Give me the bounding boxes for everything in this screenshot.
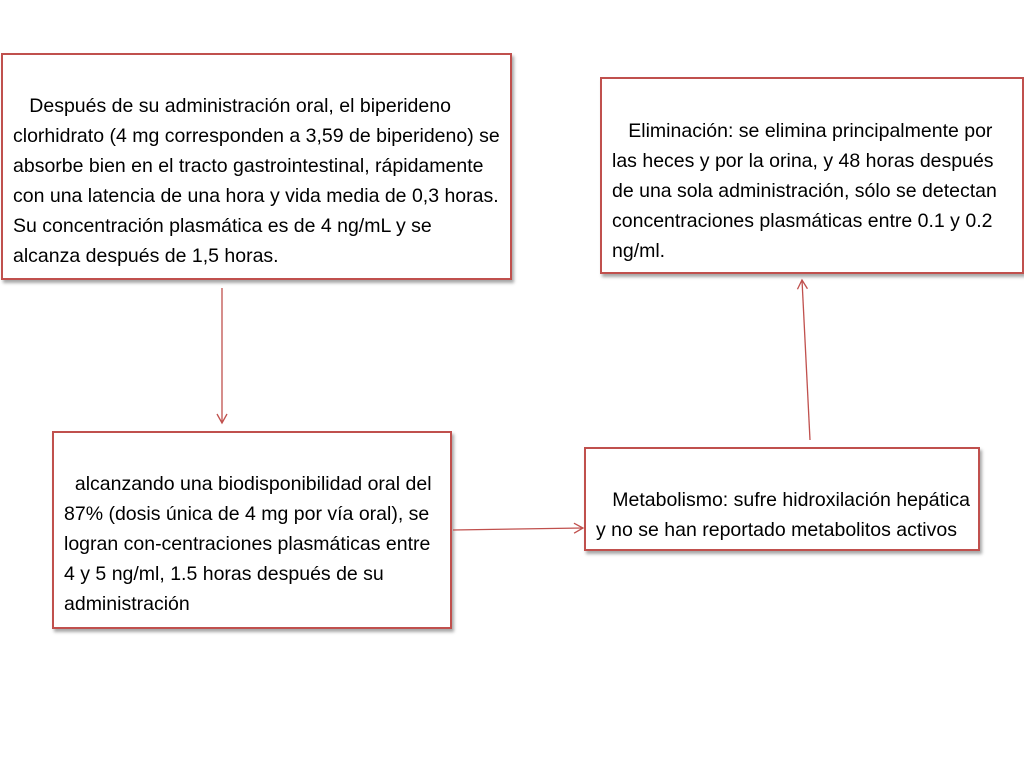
- arrow-bioavailability-to-metabolism: [453, 528, 583, 530]
- absorption-box: [1, 53, 512, 280]
- elimination-text: Eliminación: se elimina principalmente por las heces y por la orina, y 48 horas después de una sola administración, sólo se detectan concentraciones plasmáticas entre 0.1 y 0.2 ng/ml.: [612, 120, 1003, 262]
- metabolism-text: Metabolismo: sufre hidroxilación hepática y no se han reportado metabolitos activos: [596, 489, 976, 541]
- elimination-box: [600, 77, 1024, 274]
- metabolism-box: [584, 447, 980, 551]
- bioavailability-box: [52, 431, 452, 629]
- absorption-text: Después de su administración oral, el biperideno clorhidrato (4 mg corresponden a 3,59 de biperideno) se absorbe bien en el tracto gastrointestinal, rápidamente con una latencia de una hora y vida media de 0,3 horas. Su concentración plasmática es de 4 ng/mL y se alcanza después de 1,5 horas.: [13, 95, 506, 267]
- bioavailability-text: alcanzando una biodisponibilidad oral del 87% (dosis única de 4 mg por vía oral), se logran con-centraciones plasmáticas entre 4 y 5 ng/ml, 1.5 horas después de su administración: [64, 473, 437, 615]
- arrow-metabolism-to-elimination: [802, 280, 810, 440]
